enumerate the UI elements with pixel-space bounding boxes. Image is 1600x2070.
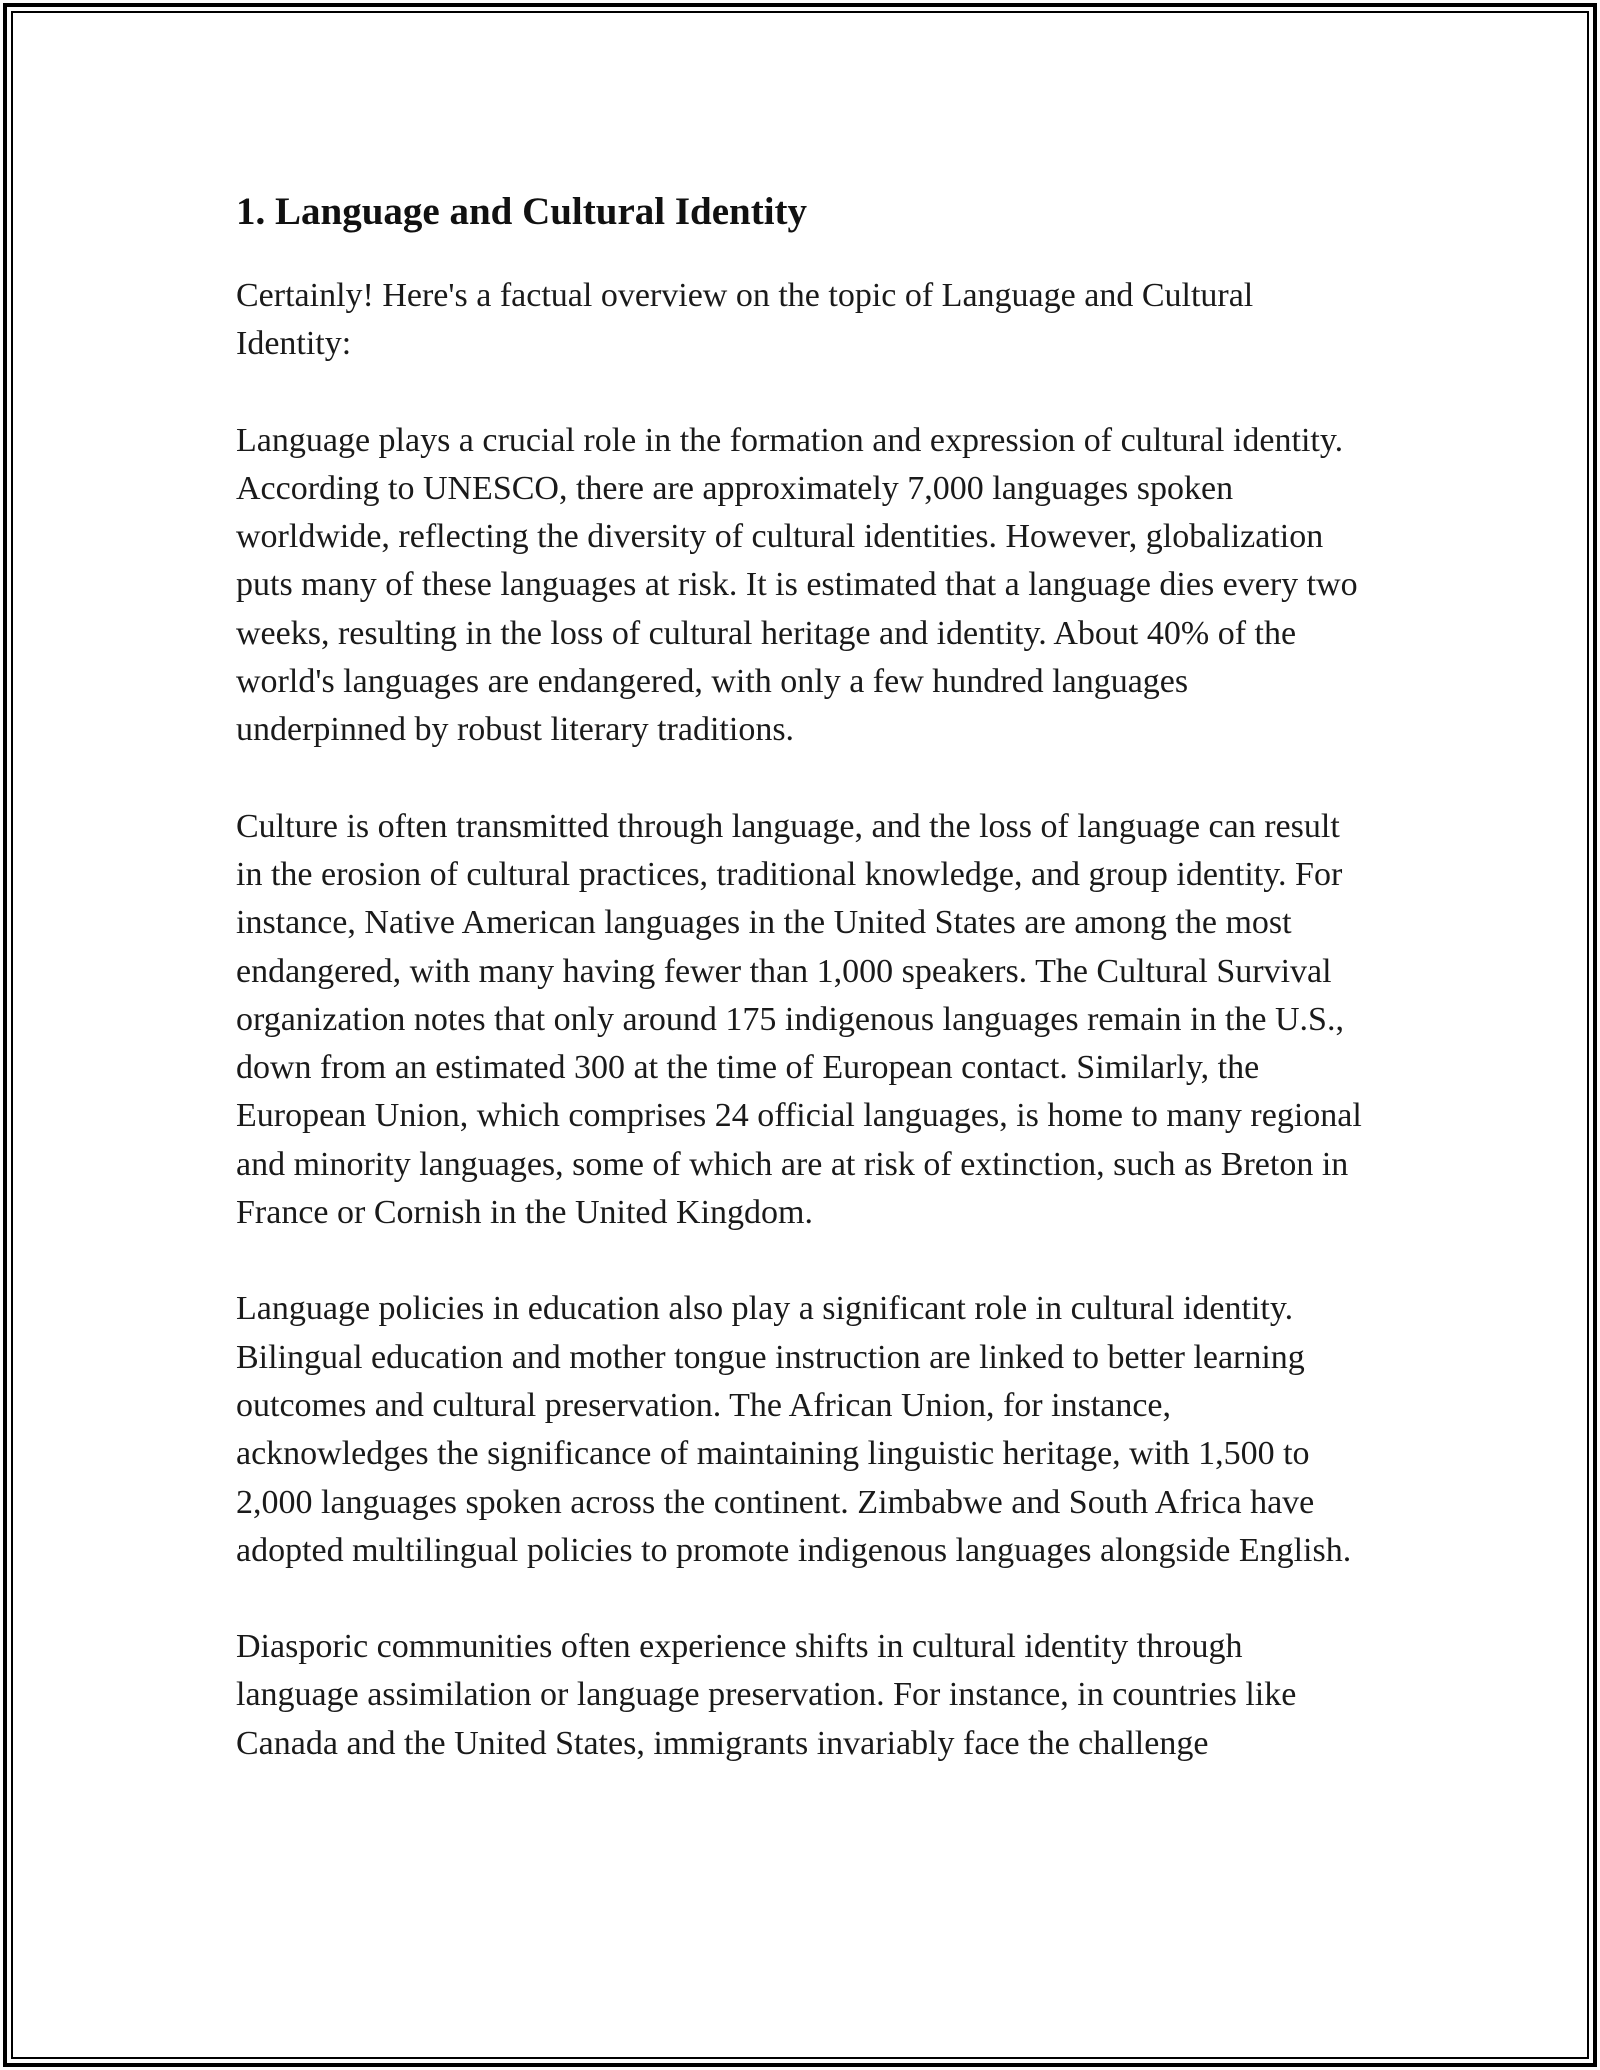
paragraph-language-role: Language plays a crucial role in the formation and expression of cultural identity. According to UNESCO, there are approximately 7,000 languages spoken worldwide, reflecting the diversity of cultural identities. However, globalization puts many of these languages at risk. It is estimated that a language dies every two weeks, resulting in the loss of cultural heritage and identity. About 40% of the world's languages are endangered, with only a few hundred languages underpinned by robust literary traditions. xyxy=(236,421,1358,749)
paragraph-culture-transmission: Culture is often transmitted through language, and the loss of language can result in the erosion of cultural practices, traditional knowledge, and group identity. For instance, Native American languages in the United States are among the most endangered, with many having fewer than 1,000 speakers. The Cultural Survival organization notes that only around 175 indigenous languages remain in the U.S., down from an estimated 300 at the time of European contact. Similarly, the European Union, which comprises 24 official languages, is home to many regional and minority languages, some of which are at risk of extinction, such as Breton in France or Cornish in the United Kingdom. xyxy=(236,807,1362,1232)
intro-paragraph: Certainly! Here's a factual overview on the topic of Language and Cultural Identity: xyxy=(236,277,1254,363)
paragraph-language-policies: Language policies in education also play a significant role in cultural identity. Bilingual education and mother tongue instruction are linked to better learning outcomes and cultural preservation. The African Union, for instance, acknowledges the significance of maintaining linguistic heritage, with 1,500 to 2,000 languages spoken across the continent. Zimbabwe and South Africa have adopted multilingual policies to promote indigenous languages alongside English. xyxy=(236,1290,1352,1569)
document-body xyxy=(236,182,1366,1816)
paragraph-diasporic-communities: Diasporic communities often experience shifts in cultural identity through language assimilation or language preservation. For instance, in countries like Canada and the United States, immigrants invariably face the challenge xyxy=(236,1628,1297,1762)
section-heading: 1. Language and Cultural Identity xyxy=(236,190,808,233)
